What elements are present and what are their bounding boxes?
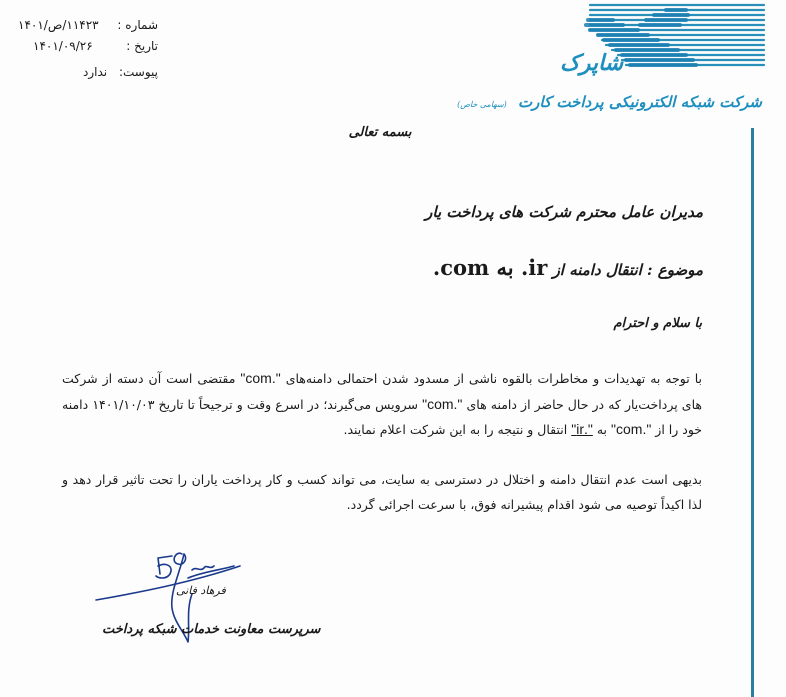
letter-date-label: تاریخ : bbox=[126, 39, 158, 53]
paragraph-1-part-b: مقتضی است آن دسته از شرکت های پرداخت‌یار که در حال حاضر از دامنه های bbox=[62, 371, 702, 412]
letter-greeting: با سلام و احترام bbox=[613, 316, 702, 331]
logo-company-name bbox=[457, 93, 762, 111]
margin-vertical-rule bbox=[751, 128, 754, 697]
subject-label: موضوع : انتقال دامنه از bbox=[552, 261, 703, 279]
letter-attachment-value: ندارد bbox=[83, 65, 108, 79]
logo-company-text: شرکت شبکه الکترونیکی پرداخت کارت bbox=[518, 93, 762, 111]
subject-domain: .com به .ir bbox=[432, 255, 548, 280]
letter-paragraph-1 bbox=[62, 366, 702, 443]
letter-date-value: ۱۴۰۱/۰۹/۲۶ bbox=[33, 39, 93, 53]
domain-com-mention: ".com" bbox=[240, 370, 281, 386]
shaparak-logo bbox=[457, 0, 786, 135]
letter-meta bbox=[0, 0, 160, 100]
paragraph-1-part-d: به bbox=[596, 422, 608, 437]
letter-invocation: بسمه تعالی bbox=[348, 125, 412, 140]
letter-recipient: مدیران عامل محترم شرکت های پرداخت یار bbox=[425, 203, 703, 221]
signature-block bbox=[92, 548, 321, 648]
logo-company-type: (سهامی خاص) bbox=[457, 100, 507, 109]
signatory-title: سرپرست معاونت خدمات شبکه پرداخت bbox=[102, 622, 321, 637]
paragraph-1-part-a: با توجه به تهدیدات و مخاطرات بالقوه ناشی از مسدود شدن احتمالی دامنه‌های bbox=[285, 371, 702, 386]
domain-com-mention: ".com" bbox=[422, 395, 463, 412]
letter-attachment-label: پیوست: bbox=[118, 65, 158, 79]
letter-paragraph-2: بدیهی است عدم انتقال دامنه و اختلال در دسترسی به سایت، می تواند کسب و کار پرداخت یاران را تحت تاثیر قرار دهد و لذا اکیداً توصیه می شود اقدام پیشیرانه فوق، با سرعت اجرائی گردد. bbox=[62, 472, 702, 512]
letter-subject bbox=[433, 255, 703, 280]
letter-number-value: ۱۱۴۲۳/ص/۱۴۰۱ bbox=[18, 18, 99, 32]
letter-number-label: شماره : bbox=[117, 18, 158, 32]
signatory-name: فرهاد فانی bbox=[176, 584, 226, 597]
domain-com-mention: ".com" bbox=[611, 421, 652, 437]
paragraph-1-part-e: انتقال و نتیجه را به این شرکت اعلام نمایند. bbox=[343, 422, 568, 437]
paragraph-1-part-c: سرویس می‌گیرند؛ در اسرع وقت و ترجیحاً تا تاریخ ۱۴۰۱/۱۰/۰۳ دامنه خود را از bbox=[62, 396, 702, 437]
logo-brand-name: شاپرک bbox=[560, 50, 624, 76]
domain-ir-mention: ".ir" bbox=[571, 421, 593, 437]
